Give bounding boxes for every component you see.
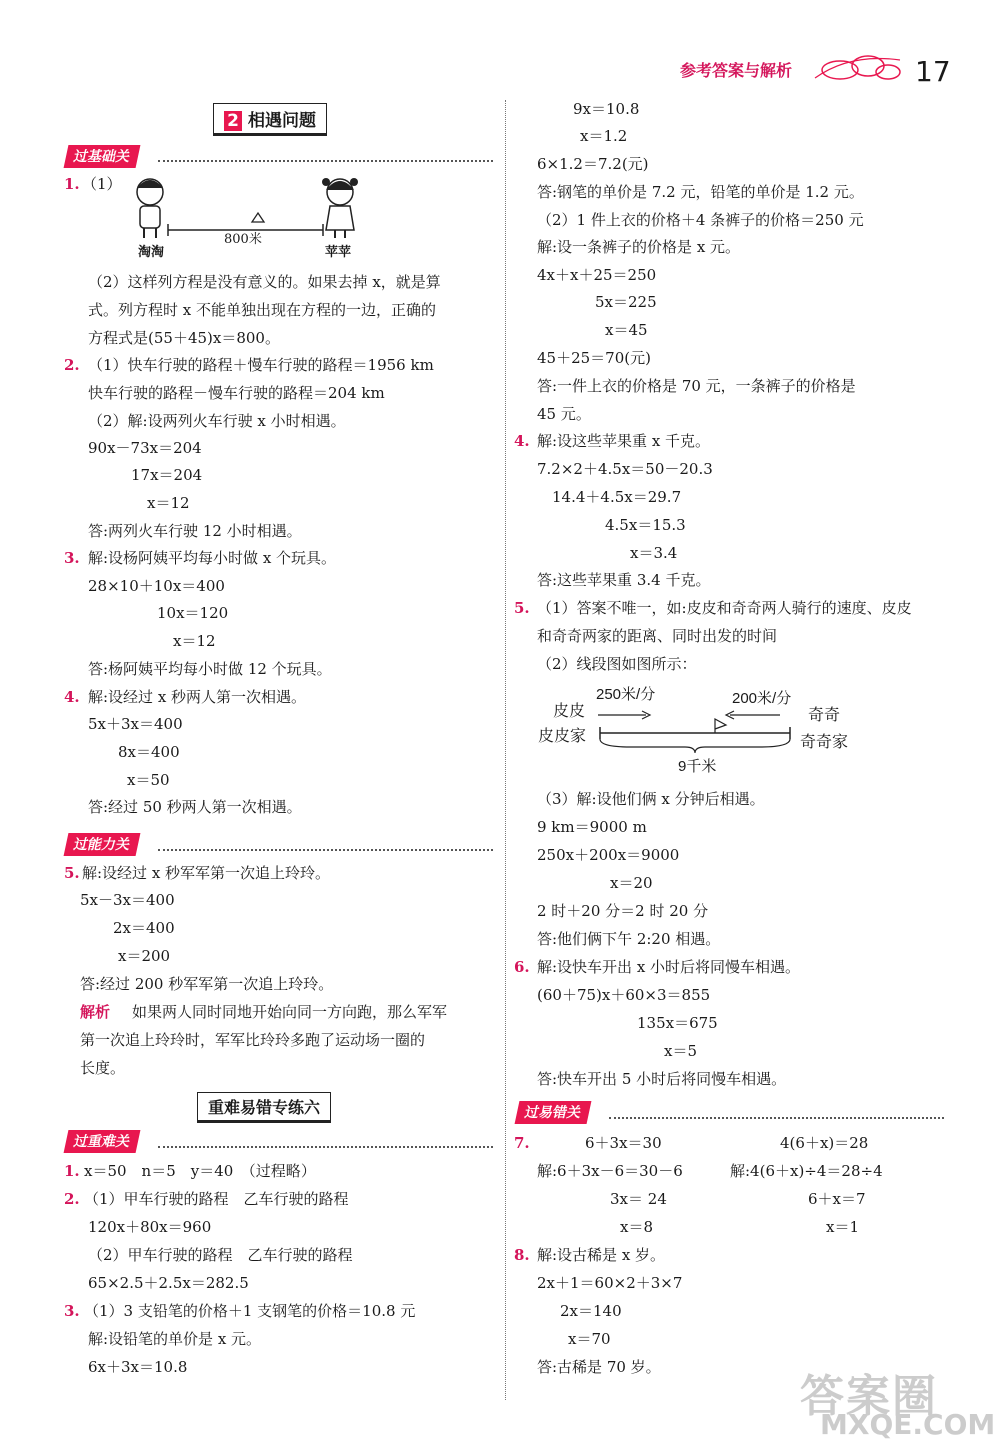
text-line: （2）甲车行驶的路程 乙车行驶的路程: [88, 1246, 353, 1264]
text-line: 和奇奇两家的距离、同时出发的时间: [537, 627, 778, 645]
answer-line: 答:两列火车行驶 12 小时相遇。: [88, 522, 302, 540]
equation: x＝200: [118, 947, 171, 965]
name-pipi: 皮皮: [553, 701, 586, 720]
q-number: 3.: [64, 549, 80, 567]
equation: x＝5: [664, 1042, 698, 1060]
equation: 4(6＋x)＝28: [780, 1134, 869, 1152]
equation: 7.2×2＋4.5x＝50－20.3: [537, 460, 713, 478]
home-qiqi: 奇奇家: [800, 732, 849, 751]
equation: 9 km＝9000 m: [537, 818, 647, 836]
answer-line: 答:经过 200 秒军军第一次追上玲玲。: [80, 975, 334, 993]
equation: 2x＝400: [113, 919, 175, 937]
answer-line: 答:杨阿姨平均每小时做 12 个玩具。: [88, 660, 332, 678]
equation: 6＋x＝7: [808, 1190, 866, 1208]
equation: 3x＝ 24: [610, 1190, 667, 1208]
equation: x＝70: [568, 1330, 611, 1348]
divider-dots: [158, 1146, 493, 1148]
equation: 2 时＋20 分＝2 时 20 分: [537, 902, 709, 920]
watermark-url: MXQE.COM: [820, 1408, 996, 1441]
equation: 120x＋80x＝960: [88, 1218, 212, 1236]
divider-dots: [609, 1117, 944, 1119]
q-number: 2.: [64, 1190, 80, 1208]
analysis-label: 解析: [80, 1003, 111, 1021]
analysis-text: 第一次追上玲玲时，军军比玲玲多跑了运动场一圈的: [80, 1031, 426, 1049]
q1-part1: （1）: [82, 175, 122, 193]
text-line: （2）线段图如图所示：: [537, 655, 697, 673]
header-title: 参考答案与解析: [680, 61, 793, 80]
equation: 10x＝120: [157, 604, 229, 622]
answer-line: 45 元。: [537, 405, 591, 423]
section-title-practice: [197, 1092, 331, 1123]
answer-line: 答:这些苹果重 3.4 千克。: [537, 571, 711, 589]
equation: x＝3.4: [630, 544, 678, 562]
equation: 5x＋3x＝400: [88, 715, 183, 733]
text-line: 快车行驶的路程－慢车行驶的路程＝204 km: [88, 384, 385, 402]
q-number: 4.: [64, 688, 80, 706]
name-pingping: 苹苹: [325, 245, 352, 260]
equation: 5x＝225: [595, 293, 657, 311]
answer-line: 答:钢笔的单价是 7.2 元，铅笔的单价是 1.2 元。: [537, 183, 864, 201]
tag-ability: 过能力关: [64, 833, 141, 856]
equation: 9x＝10.8: [573, 100, 640, 118]
equation: 4x＋x＋25＝250: [537, 266, 657, 284]
answer-line: 答:古稀是 70 岁。: [537, 1358, 661, 1376]
text-line: 解:设经过 x 秒军军第一次追上玲玲。: [82, 864, 331, 882]
q-number: 5.: [64, 864, 80, 882]
equation: x＝1.2: [580, 127, 628, 145]
text-line: 解:设古稀是 x 岁。: [537, 1246, 666, 1264]
equation: 8x＝400: [118, 743, 180, 761]
column-divider: [505, 100, 506, 1400]
equation: x＝1: [826, 1218, 860, 1236]
equation: 6×1.2＝7.2(元): [537, 155, 649, 173]
equation: 解:6＋3x－6＝30－6: [537, 1162, 683, 1180]
diagram-distance: 800米: [224, 232, 262, 247]
equation: x＝12: [173, 632, 216, 650]
analysis-text: 如果两人同时同地开始向同一方向跑，那么军军: [132, 1003, 448, 1021]
divider-dots: [158, 849, 493, 851]
equation: 6＋3x＝30: [585, 1134, 662, 1152]
text-line: （2）1 件上衣的价格＋4 条裤子的价格＝250 元: [537, 211, 864, 229]
analysis-text: 长度。: [80, 1059, 126, 1077]
text-line: 方程式是(55＋45)x＝800。: [88, 329, 280, 347]
equation: 2x＝140: [560, 1302, 622, 1320]
equation: x＝45: [605, 321, 648, 339]
equation: (60＋75)x＋60×3＝855: [537, 986, 711, 1004]
text-line: 解:设杨阿姨平均每小时做 x 个玩具。: [88, 549, 337, 567]
equation: x＝12: [147, 494, 190, 512]
q-number: 1.: [64, 1162, 80, 1180]
home-pipi: 皮皮家: [538, 726, 587, 745]
section-number: 2: [224, 111, 242, 131]
equation: 4.5x＝15.3: [605, 516, 686, 534]
q-number: 7.: [514, 1134, 530, 1152]
equation: 90x－73x＝204: [88, 439, 202, 457]
answer-line: 答:快车开出 5 小时后将同慢车相遇。: [537, 1070, 787, 1088]
equation: 45＋25＝70(元): [537, 349, 651, 367]
equation: 250x＋200x＝9000: [537, 846, 680, 864]
distance-9km: 9千米: [678, 758, 717, 775]
text-line: 解:设经过 x 秒两人第一次相遇。: [88, 688, 307, 706]
name-taotao: 淘淘: [138, 245, 165, 260]
tag-basic: 过基础关: [64, 145, 141, 168]
equation: x＝50: [127, 771, 170, 789]
equation: 135x＝675: [637, 1014, 718, 1032]
text-line: （3）解:设他们俩 x 分钟后相遇。: [537, 790, 765, 808]
answer-line: 答:经过 50 秒两人第一次相遇。: [88, 798, 302, 816]
equation: 5x－3x＝400: [80, 891, 175, 909]
text-line: （1）快车行驶的路程＋慢车行驶的路程＝1956 km: [88, 356, 434, 374]
text-line: x＝50 n＝5 y＝40 （过程略）: [84, 1162, 316, 1180]
section-title-text: 相遇问题: [248, 111, 316, 131]
tag-error-prone: 过易错关: [515, 1101, 592, 1124]
q-number: 8.: [514, 1246, 530, 1264]
text-line: 解:设铅笔的单价是 x 元。: [88, 1330, 262, 1348]
q-number: 5.: [514, 599, 530, 617]
text-line: 解:设这些苹果重 x 千克。: [537, 432, 711, 450]
text-line: 解:设快车开出 x 小时后将同慢车相遇。: [537, 958, 801, 976]
text-line: （2）这样列方程是没有意义的。如果去掉 x，就是算: [88, 273, 441, 291]
speed-pipi: 250米/分: [596, 686, 656, 703]
text-line: 解:设一条裤子的价格是 x 元。: [537, 238, 741, 256]
equation: 28×10＋10x＝400: [88, 577, 225, 595]
q-number: 6.: [514, 958, 530, 976]
equation: 2x＋1＝60×2＋3×7: [537, 1274, 683, 1292]
equation: 6x＋3x＝10.8: [88, 1358, 188, 1376]
page-number: 17: [915, 55, 951, 88]
q-number: 2.: [64, 356, 80, 374]
divider-dots: [158, 160, 493, 162]
q-number: 3.: [64, 1302, 80, 1320]
text-line: （2）解:设两列火车行驶 x 小时相遇。: [88, 412, 346, 430]
boy-figure-icon: [137, 179, 163, 238]
girl-figure-icon: [322, 178, 358, 238]
text-line: （1）3 支铅笔的价格＋1 支钢笔的价格＝10.8 元: [84, 1302, 416, 1320]
answer-line: 答:他们俩下午 2:20 相遇。: [537, 930, 721, 948]
text-line: 式。列方程时 x 不能单独出现在方程的一边，正确的: [88, 301, 436, 319]
equation: 17x＝204: [131, 466, 203, 484]
equation: 解:4(6＋x)÷4＝28÷4: [730, 1162, 883, 1180]
name-qiqi: 奇奇: [808, 705, 841, 724]
equation: 14.4＋4.5x＝29.7: [552, 488, 682, 506]
q-number: 1.: [64, 175, 80, 193]
speed-qiqi: 200米/分: [732, 690, 792, 707]
section-title-text: 重难易错专练六: [208, 1098, 321, 1117]
header-decoration-icon: [810, 48, 905, 88]
equation: x＝8: [620, 1218, 654, 1236]
answer-line: 答:一件上衣的价格是 70 元，一条裤子的价格是: [537, 377, 856, 395]
equation: x＝20: [610, 874, 653, 892]
text-line: （1）甲车行驶的路程 乙车行驶的路程: [84, 1190, 349, 1208]
q-number: 4.: [514, 432, 530, 450]
watermark-logo: 答案圈: [800, 1371, 938, 1422]
text-line: （1）答案不唯一，如:皮皮和奇奇两人骑行的速度、皮皮: [537, 599, 912, 617]
section-title-meeting: [213, 103, 327, 136]
tag-difficult: 过重难关: [64, 1130, 141, 1153]
equation: 65×2.5＋2.5x＝282.5: [88, 1274, 249, 1292]
